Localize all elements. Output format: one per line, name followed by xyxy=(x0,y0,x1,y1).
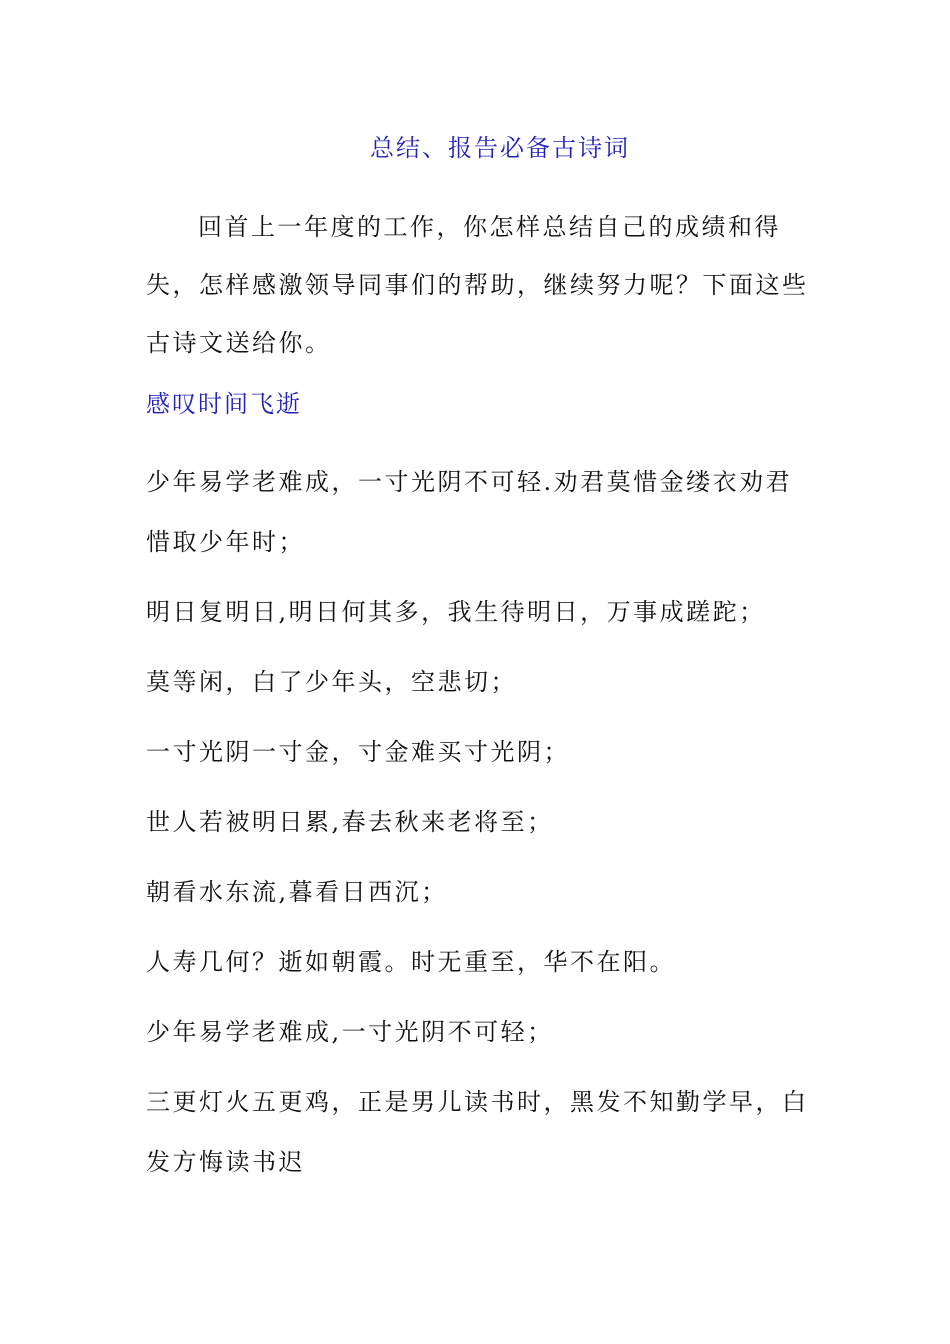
poem-line: 世人若被明日累,春去秋来老将至； xyxy=(146,808,554,836)
poem-line: 少年易学老难成，一寸光阴不可轻.劝君莫惜金缕衣劝君惜取少年时； xyxy=(146,468,793,556)
document-title: 总结、报告必备古诗词 xyxy=(370,134,630,162)
section-heading: 感叹时间飞逝 xyxy=(146,390,302,418)
poem-line: 少年易学老难成,一寸光阴不可轻； xyxy=(146,1018,554,1046)
poem-line: 莫等闲，白了少年头，空悲切； xyxy=(146,668,517,696)
poem-line: 朝看水东流,暮看日西沉； xyxy=(146,878,448,906)
poem-line: 明日复明日,明日何其多，我生待明日，万事成蹉跎； xyxy=(146,598,766,626)
poem-line: 一寸光阴一寸金，寸金难买寸光阴； xyxy=(146,738,570,766)
poem-line: 人寿几何？逝如朝霞。时无重至，华不在阳。 xyxy=(146,948,676,976)
poem-line: 三更灯火五更鸡，正是男儿读书时，黑发不知勤学早，白发方悔读书迟 xyxy=(146,1088,809,1176)
intro-paragraph: 回首上一年度的工作，你怎样总结自己的成绩和得失，怎样感激领导同事们的帮助，继续努力呢？下面这些古诗文送给你。 xyxy=(146,213,809,357)
poem-lines-list xyxy=(146,452,818,1202)
